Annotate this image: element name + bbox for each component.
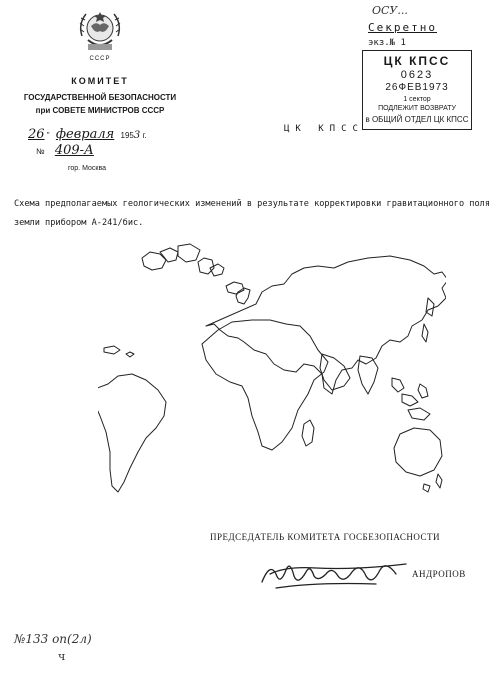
- handwritten-mark: ч: [58, 650, 66, 663]
- committee-title: КОМИТЕТ: [71, 76, 129, 86]
- council-line: при СОВЕТЕ МИНИСТРОВ СССР: [35, 106, 165, 115]
- document-number: 409-А: [54, 143, 94, 158]
- registration-stamp: [362, 50, 472, 130]
- state-emblem-icon: [74, 6, 126, 54]
- addressee: ЦК КПСС: [284, 124, 364, 134]
- secret-label: Секретно: [368, 21, 437, 34]
- date-row: [28, 127, 147, 142]
- document-number-row: [36, 143, 94, 158]
- description-text: Схема предполагаемых геологических изменений в результате корректировки гравитационного поля земли прибором А-241/бис.: [14, 199, 490, 228]
- number-label: №: [36, 147, 45, 156]
- stamp-line-6: в ОБЩИЙ ОТДЕЛ ЦК КПСС: [365, 115, 469, 124]
- stamp-line-5: ПОДЛЕЖИТ ВОЗВРАТУ: [378, 105, 456, 112]
- signature-title: ПРЕДСЕДАТЕЛЬ КОМИТЕТА ГОСБЕЗОПАСНОСТИ: [210, 532, 440, 542]
- city-line: гор. Москва: [68, 165, 106, 172]
- stamp-line-4: 1 сектор: [403, 96, 431, 103]
- date-day: 26: [28, 127, 45, 142]
- date-year-prefix: 195: [120, 131, 134, 140]
- handwritten-signature-icon: [256, 552, 416, 594]
- stamp-line-3: 26ФЕВ1973: [385, 82, 449, 93]
- copy-number: экз.№ 1: [368, 38, 406, 48]
- handwritten-reference: №133 оп(2л): [14, 632, 92, 646]
- stamp-line-1: ЦК КПСС: [383, 54, 451, 68]
- date-suffix: г.: [142, 131, 147, 140]
- country-small-text: СССР: [89, 56, 111, 62]
- date-year-hand: 3: [133, 130, 141, 141]
- handwritten-note: ОСУ...: [372, 4, 408, 17]
- signatory-name: АНДРОПОВ: [412, 569, 466, 579]
- stamp-line-2: 0623: [400, 69, 434, 81]
- date-quote: ": [46, 131, 50, 140]
- world-map-diagram: [98, 234, 446, 514]
- date-month: февраля: [55, 127, 115, 142]
- state-security-line: ГОСУДАРСТВЕННОЙ БЕЗОПАСНОСТИ: [23, 93, 177, 102]
